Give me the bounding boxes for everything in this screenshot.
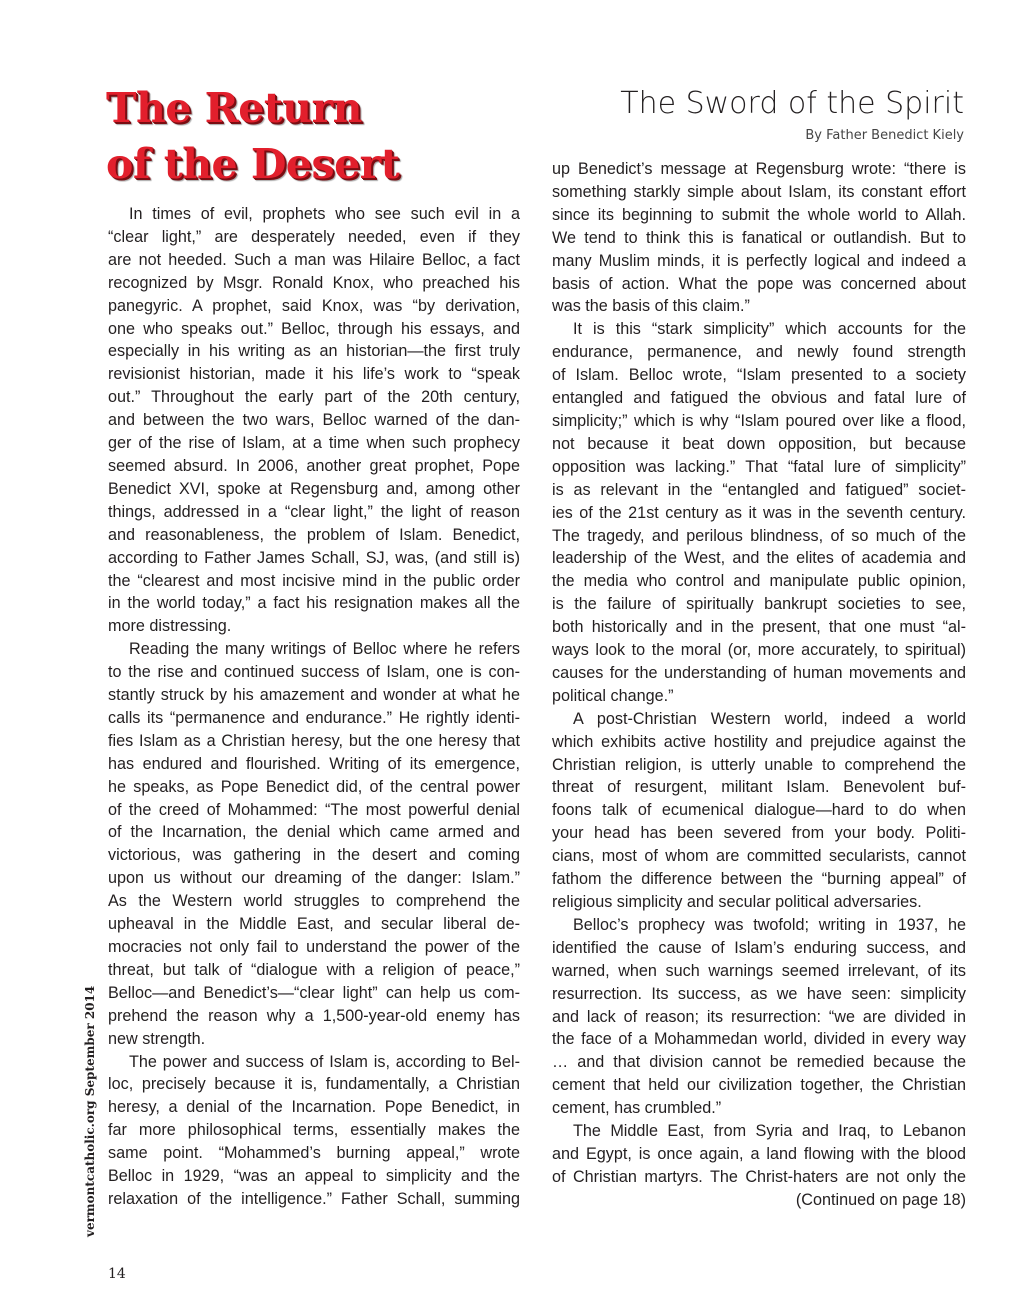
text-line: relaxation of the intelligence.” Father Schall, summing: [108, 1189, 520, 1208]
text-line: heresy, a denial of the Incarnation. Pope Benedict, in: [108, 1098, 520, 1117]
text-line: Belloc in 1929, “was an appeal to simplicity and the: [108, 1167, 520, 1186]
text-line: are not heeded. Such a man was Hilaire Belloc, a fact: [108, 250, 520, 269]
text-line: Christian religion, is utterly unable to comprehend the: [552, 755, 966, 774]
text-line: basis of action. What the pope was concerned about: [552, 274, 966, 293]
text-line: fies Islam as a Christian heresy, but the one heresy that: [108, 731, 520, 750]
text-line: is as relevant in the “entangled and fatigued” societ-: [552, 480, 966, 499]
text-line: It is this “stark simplicity” which accounts for the: [573, 320, 966, 339]
text-line: stantly struck by his amazement and wonder at what he: [108, 686, 520, 705]
text-line: has endured and flourished. Writing of its emergence,: [108, 754, 520, 773]
text-line: threat of resurgent, militant Islam. Benevolent buf-: [552, 778, 966, 797]
text-line: both historically and in the present, that one must “al-: [552, 618, 966, 637]
left-text-column: [108, 203, 520, 1211]
text-line: fathom the difference between the “burning appeal” of: [552, 870, 966, 889]
text-line: Belloc’s prophecy was twofold; writing in 1937, he: [573, 915, 966, 934]
text-line: which exhibits active hostility and prejudice against the: [552, 732, 966, 751]
text-line: Benedict XVI, spoke at Regensburg and, among other: [108, 479, 520, 498]
text-line: Reading the many writings of Belloc where he refers: [129, 640, 520, 659]
text-line: leadership of the West, and the elites of academia and: [552, 549, 966, 568]
text-line: in the world today,” a fact his resignation makes all the: [108, 594, 520, 613]
vertical-credit-line: vermontcatholic.org September 2014: [83, 985, 97, 1237]
text-line: seemed absurd. In 2006, another great prophet, Pope: [108, 456, 520, 475]
text-line: cement that held our civilization together, the Christian: [552, 1076, 966, 1095]
text-line: opposition was lacking.” That “fatal lure of simplicity”: [552, 457, 966, 476]
text-line: the face of a Mohammedan world, divided in every way: [552, 1030, 966, 1049]
text-line: more distressing.: [108, 617, 232, 636]
text-line: mocracies not only fail to understand the power of the: [108, 938, 520, 956]
text-line: political change.”: [552, 686, 674, 705]
text-line: (Continued on page 18): [795, 1190, 966, 1209]
headline-line: of the Desert: [106, 140, 400, 188]
text-line: A post-Christian Western world, indeed a world: [573, 709, 966, 728]
text-line: The Middle East, from Syria and Iraq, to Lebanon: [573, 1122, 966, 1141]
text-line: entangled and fatigued the obvious and fatal lure of: [552, 389, 966, 408]
text-line: foons talk of ecumenical dialogue—hard to do when: [552, 801, 966, 820]
column-title: The Sword of the Spirit: [620, 86, 964, 121]
text-line: panegyric. A prophet, said Knox, was “by derivation,: [108, 296, 520, 315]
text-line: The tragedy, and perilous blindness, of so much of the: [552, 526, 966, 545]
text-line: and reasonableness, the problem of Islam. Benedict,: [108, 525, 520, 544]
text-line: warned, when such warnings seemed irrelevant, of its: [552, 961, 966, 980]
headline-line: The Return: [106, 84, 362, 132]
text-line: to the rise and continued success of Islam, one is con-: [108, 663, 520, 682]
text-line: cians, most of whom are committed secularists, cannot: [552, 847, 966, 866]
text-line: of the Incarnation, the denial which came armed and: [108, 823, 520, 842]
text-line: ger of the rise of Islam, at a time when such prophecy: [108, 434, 520, 453]
text-line: since its beginning to submit the whole world to Allah.: [552, 205, 966, 224]
text-line: new strength.: [108, 1029, 206, 1048]
text-line: was the basis of this claim.”: [552, 297, 750, 316]
text-line: resurrection. Its success, as we have seen: simplicity: [552, 984, 966, 1003]
text-line: religious simplicity and secular political adversaries.: [552, 893, 922, 911]
text-line: victorious, was gathering in the desert and coming: [108, 846, 520, 865]
text-line: causes for the understanding of human movements and: [552, 663, 966, 682]
text-line: ies of the 21st century as it was in the seventh century.: [552, 503, 966, 522]
text-line: upon us without our dreaming of the danger: Islam.”: [108, 869, 520, 888]
text-line: calls its “permanence and endurance.” He rightly identi-: [108, 708, 520, 727]
text-line: is the failure of spiritually bankrupt societies to see,: [552, 595, 966, 614]
text-line: In times of evil, prophets who see such evil in a: [129, 205, 520, 223]
text-line: something starkly simple about Islam, its constant effort: [552, 182, 966, 201]
text-line: and between the two wars, Belloc warned of the dan-: [108, 411, 520, 430]
text-line: not because it beat down opposition, but because: [552, 434, 966, 453]
text-line: The power and success of Islam is, according to Bel-: [129, 1052, 520, 1071]
text-line: revisionist historian, made it his life’s work to “speak: [108, 365, 520, 384]
text-line: upheaval in the Middle East, and secular liberal de-: [108, 915, 520, 934]
text-line: simplicity;” which is why “Islam poured over like a flood,: [552, 411, 966, 430]
text-line: according to Father James Schall, SJ, was, (and still is): [108, 548, 520, 567]
text-line: loc, precisely because it is, fundamentally, a Christian: [108, 1075, 520, 1094]
text-line: of Christian martyrs. The Christ-haters are not only the: [552, 1167, 966, 1186]
text-line: the “clearest and most incisive mind in the public order: [108, 571, 520, 590]
text-line: out.” Throughout the early part of the 20th century,: [108, 388, 520, 407]
text-line: of the creed of Mohammed: “The most powerful denial: [108, 800, 520, 819]
text-line: We tend to think this is fanatical or outlandish. But to: [552, 228, 966, 247]
text-line: of Islam. Belloc wrote, “Islam presented to a society: [552, 366, 966, 385]
text-line: As the Western world struggles to comprehend the: [108, 892, 520, 911]
right-text-column: [552, 158, 966, 1212]
text-line: cement, has crumbled.”: [552, 1099, 722, 1118]
text-line: and lack of reason; its resurrection: “we are divided in: [552, 1007, 966, 1026]
text-line: “clear light,” are desperately needed, even if they: [108, 227, 520, 246]
text-line: many Muslim minds, it is perfectly logical and indeed a: [552, 251, 966, 270]
article-headline: [106, 80, 399, 192]
text-line: prehend the reason why a 1,500-year-old enemy has: [108, 1006, 520, 1025]
byline: By Father Benedict Kiely: [805, 128, 964, 143]
text-line: far more philosophical terms, essentially makes the: [108, 1121, 520, 1140]
text-line: threat, but talk of “dialogue with a religion of peace,”: [108, 960, 520, 979]
text-line: endurance, permanence, and newly found strength: [552, 343, 966, 362]
text-line: … and that division cannot be remedied because the: [552, 1053, 966, 1072]
text-line: ways look to the moral (or, more accurately, to spiritual): [552, 641, 966, 660]
text-line: recognized by Msgr. Ronald Knox, who preached his: [108, 273, 520, 292]
page-number: 14: [108, 1266, 126, 1282]
text-line: identified the cause of Islam’s enduring success, and: [552, 938, 966, 957]
text-line: up Benedict’s message at Regensburg wrote: “there is: [552, 160, 966, 178]
text-line: one who speaks out.” Belloc, through his essays, and: [108, 319, 520, 338]
text-line: especially in his writing as an historian—the first truly: [108, 342, 520, 361]
text-line: the media who control and manipulate public opinion,: [552, 572, 966, 591]
text-line: your head has been severed from your body. Politi-: [552, 824, 966, 843]
text-line: and Egypt, is once again, a land flowing with the blood: [552, 1144, 966, 1163]
text-line: Belloc—and Benedict’s—“clear light” can help us com-: [108, 983, 520, 1002]
text-line: same point. “Mohammed’s burning appeal,” wrote: [108, 1144, 520, 1163]
text-line: things, addressed in a “clear light,” the light of reason: [108, 502, 520, 521]
text-line: he speaks, as Pope Benedict did, of the central power: [108, 777, 520, 796]
